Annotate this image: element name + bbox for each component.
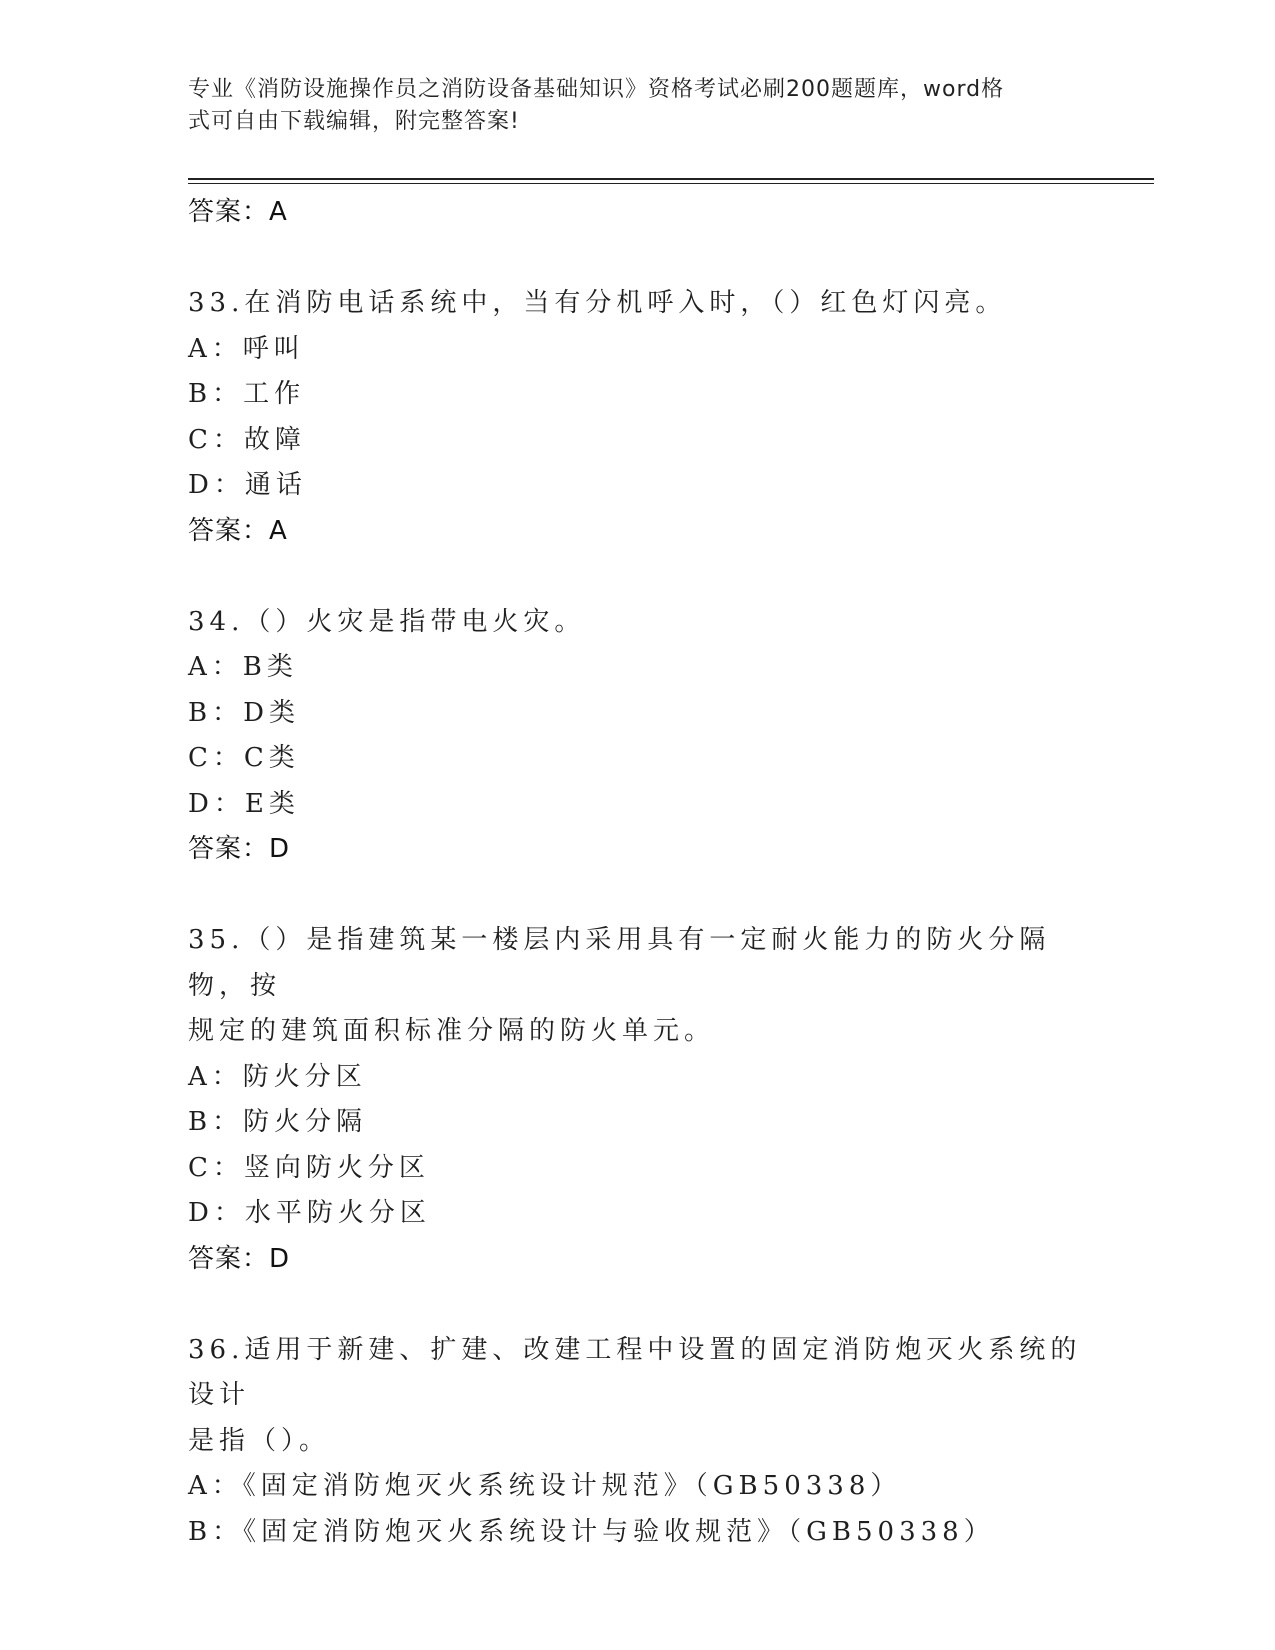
spacer	[188, 554, 1088, 600]
question-block	[188, 918, 1088, 1282]
option-d: D：通话	[188, 470, 307, 500]
option-c: C：故障	[188, 424, 306, 455]
question-text-line-1: 36.适用于新建、扩建、改建工程中设置的固定消防炮灭火系统的设计	[188, 1334, 1082, 1410]
option-d: D：E类	[188, 788, 300, 819]
option-a: A：《固定消防炮灭火系统设计规范》（GB50338）	[188, 1471, 902, 1501]
question-block	[188, 600, 1088, 873]
header-line-1: 专业《消防设施操作员之消防设备基础知识》资格考试必刷200题题库，word格	[188, 77, 1005, 102]
option-c: C：竖向防火分区	[188, 1152, 430, 1183]
answer-label: 答案：D	[188, 1243, 291, 1274]
option-a: A：B类	[188, 652, 298, 682]
question-block	[188, 281, 1088, 554]
question-text: 34.（）火灾是指带电火灾。	[188, 606, 586, 637]
spacer	[188, 873, 1088, 919]
previous-answer: 答案：A	[188, 197, 288, 227]
option-b: B：D类	[188, 697, 300, 728]
header-line-2: 式可自由下载编辑，附完整答案!	[188, 109, 520, 134]
option-b: B：工作	[188, 379, 306, 409]
header-divider-thin	[188, 183, 1154, 184]
option-b: B：《固定消防炮灭火系统设计与验收规范》（GB50338）	[188, 1516, 995, 1547]
question-list	[188, 190, 1088, 1555]
question-text: 33.在消防电话系统中，当有分机呼入时，（）红色灯闪亮。	[188, 288, 1007, 318]
spacer	[188, 236, 1088, 282]
question-text-line-2: 是指（）。	[188, 1425, 331, 1456]
option-d: D：水平防火分区	[188, 1198, 431, 1228]
answer-label: 答案：A	[188, 515, 288, 546]
spacer	[188, 1282, 1088, 1328]
question-text-line-1: 35.（）是指建筑某一楼层内采用具有一定耐火能力的防火分隔物，按	[188, 925, 1051, 1001]
question-text-line-2: 规定的建筑面积标准分隔的防火单元。	[188, 1016, 716, 1046]
option-a: A：防火分区	[188, 1061, 367, 1092]
option-b: B：防火分隔	[188, 1107, 368, 1137]
option-c: C：C类	[188, 743, 300, 773]
question-block	[188, 1328, 1088, 1556]
header-divider-thick	[188, 178, 1154, 180]
page-header	[188, 74, 1068, 138]
answer-label: 答案：D	[188, 834, 291, 864]
option-a: A：呼叫	[188, 333, 305, 364]
